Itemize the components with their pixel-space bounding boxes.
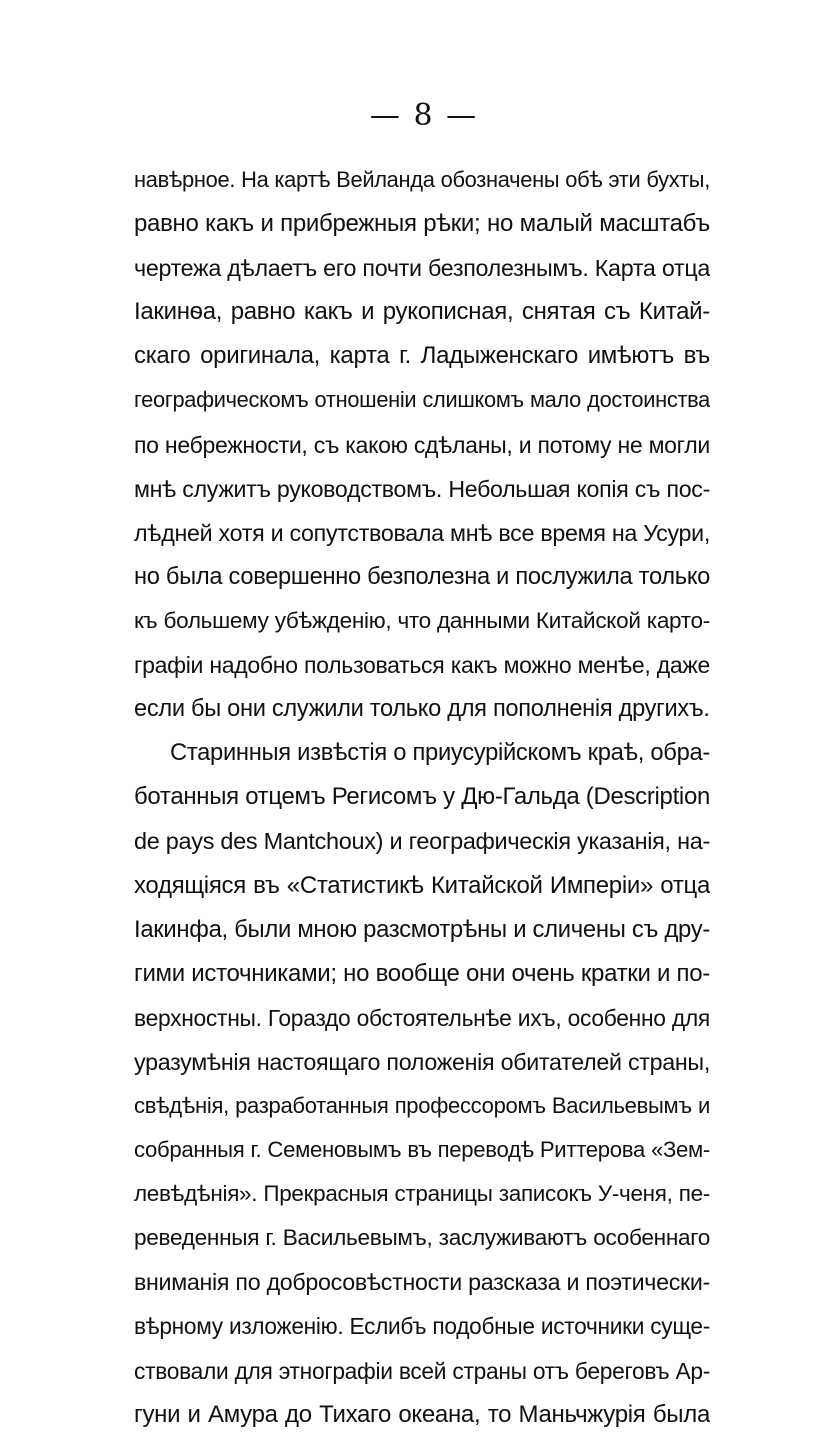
text-line: ботанныя отцемъ Регисомъ у Дю-Гальда (Description xyxy=(134,783,710,811)
text-line: ходящіяся въ «Статистикѣ Китайской Имперіи» отца xyxy=(134,871,710,899)
text-line: если бы они служили только для пополненія другихъ. xyxy=(134,696,710,723)
text-line: географическомъ отношеніи слишкомъ мало достоинства xyxy=(134,387,710,413)
text-line: Іакинѳа, равно какъ и рукописная, снятая съ Китай- xyxy=(134,298,710,326)
text-line: ствовали для этнографіи всей страны отъ береговъ Ар- xyxy=(134,1357,710,1384)
text-line: гуни и Амура до Тихаго океана, то Маньчжурія была xyxy=(134,1400,710,1428)
text-line: de pays des Mantchoux) и географическія указанія, на- xyxy=(134,828,710,855)
text-line: верхностны. Гораздо обстоятельнѣе ихъ, особенно для xyxy=(134,1004,710,1031)
text-line: вѣрному изложенію. Еслибъ подобные источники суще- xyxy=(134,1313,710,1340)
paragraph-start-line: Старинныя извѣстія о приусурійскомъ краѣ, обра- xyxy=(170,740,710,767)
text-line: чертежа дѣлаетъ его почти безполезнымъ. Карта отца xyxy=(134,255,710,282)
text-line: собранныя г. Семеновымъ въ переводѣ Риттерова «Зем- xyxy=(134,1137,710,1163)
text-line: вниманія по добросовѣстности разсказа и поэтически- xyxy=(134,1269,710,1296)
text-line: по небрежности, съ какою сдѣланы, и потому не могли xyxy=(134,431,710,458)
body-text xyxy=(134,158,710,1437)
text-line: гими источниками; но вообще они очень кратки и по- xyxy=(134,959,710,987)
text-line: мнѣ служитъ руководствомъ. Небольшая копія съ пос- xyxy=(134,475,710,502)
text-line: свѣдѣнія, разработанныя профессоромъ Васильевымъ и xyxy=(134,1092,710,1118)
text-line: лѣдней хотя и сопутствовала мнѣ все время на Усури, xyxy=(134,519,710,546)
text-line: Іакинфа, были мною разсмотрѣны и сличены съ дру- xyxy=(134,915,710,943)
text-line: уразумѣнія настоящаго положенія обитателей страны, xyxy=(134,1048,710,1075)
text-line: левѣдѣнія». Прекрасныя страницы записокъ У-ченя, пе- xyxy=(134,1181,710,1207)
text-line: навѣрное. На картѣ Вейланда обозначены обѣ эти бухты, xyxy=(134,167,710,192)
text-line: скаго оригинала, карта г. Ладыженскаго имѣютъ въ xyxy=(134,342,710,370)
text-line: къ большему убѣжденію, что данными Китайской карто- xyxy=(134,607,710,633)
page-number: — 8 — xyxy=(369,98,479,133)
text-line: графіи надобно пользоваться какъ можно менѣе, даже xyxy=(134,652,710,679)
text-line: реведенныя г. Васильевымъ, заслуживаютъ особеннаго xyxy=(134,1225,710,1251)
text-line: но была совершенно безполезна и послужила только xyxy=(134,563,710,590)
text-line: равно какъ и прибрежныя рѣки; но малый масштабъ xyxy=(134,210,710,238)
